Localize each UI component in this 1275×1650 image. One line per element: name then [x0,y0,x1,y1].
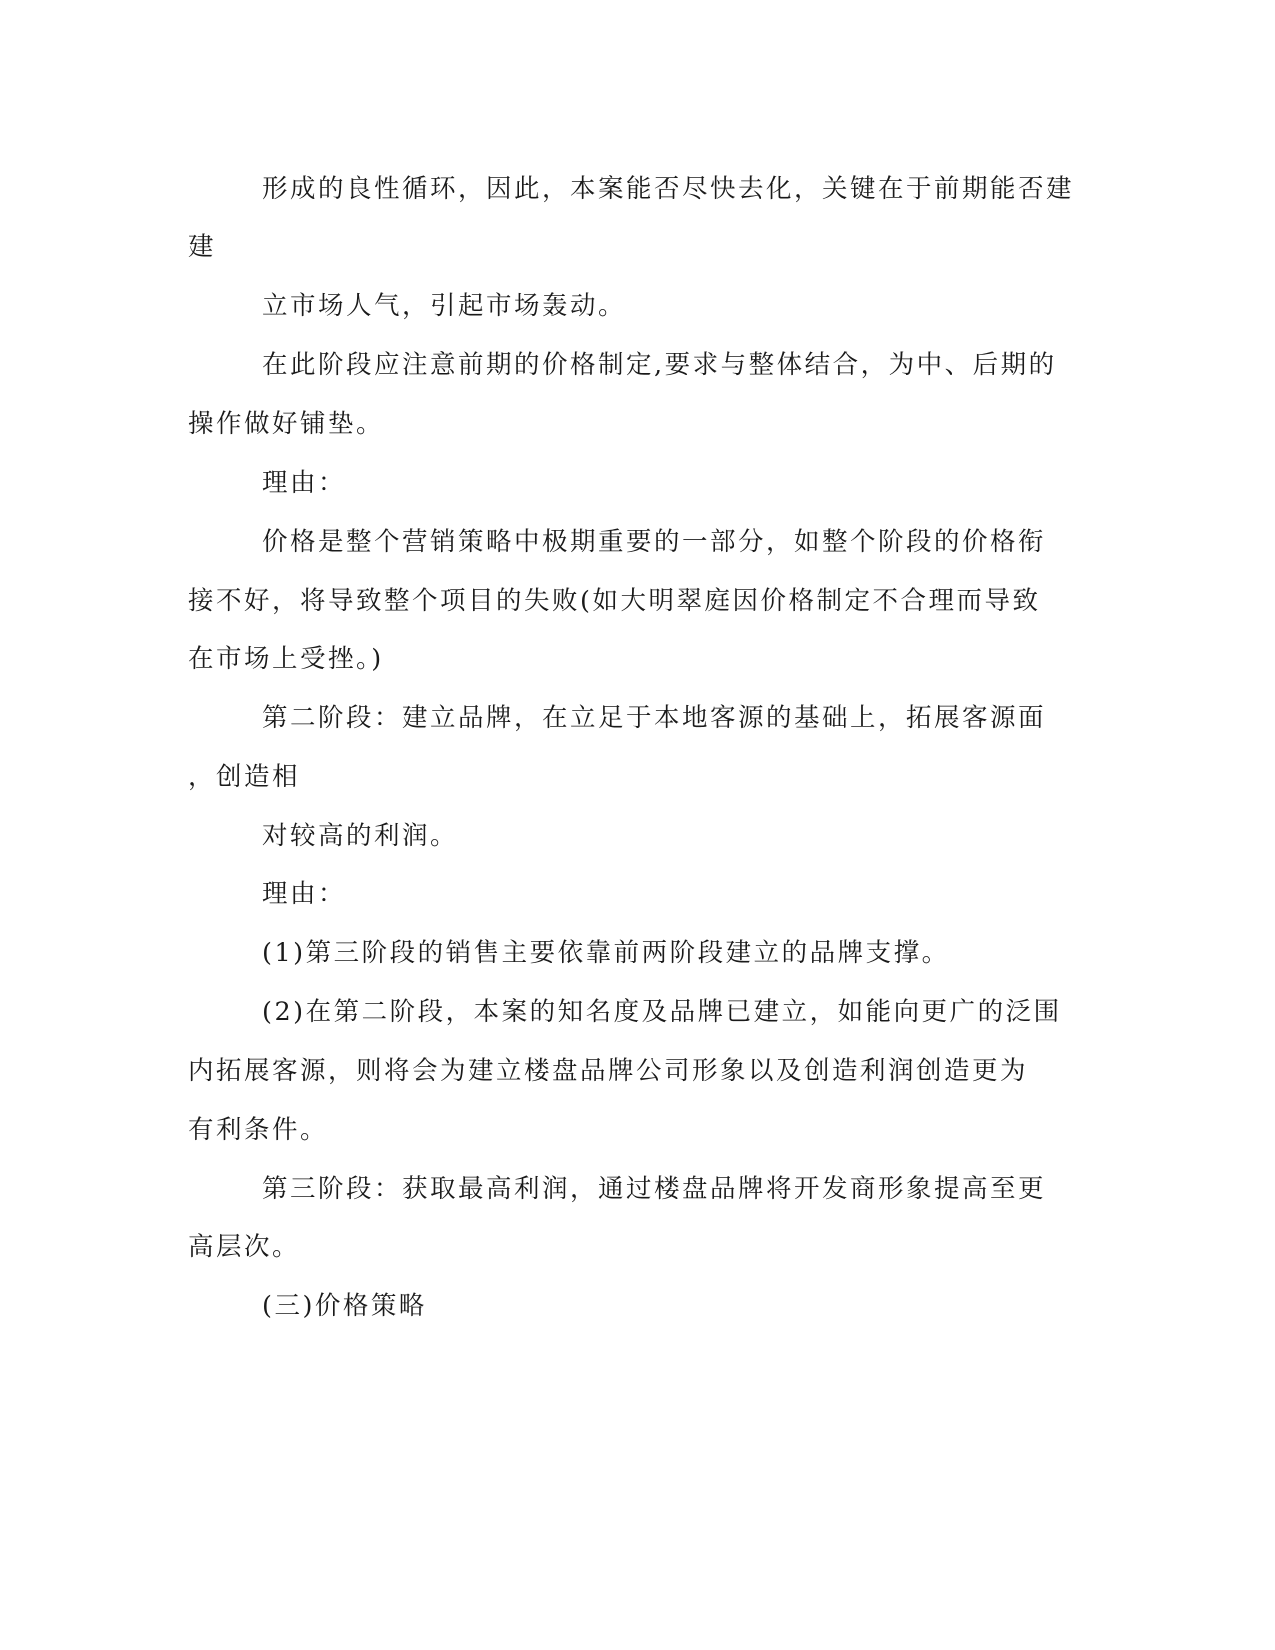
text-line: 在市场上受挫。) [188,644,384,674]
text-line: (2)在第二阶段，本案的知名度及品牌已建立，如能向更广的泛围 [262,997,1062,1027]
text-line: 内拓展客源，则将会为建立楼盘品牌公司形象以及创造利润创造更为 [188,1056,1029,1086]
text-line: 理由： [262,879,347,909]
text-line: 接不好，将导致整个项目的失败(如大明翠庭因价格制定不合理而导致 [188,586,1041,616]
text-line: (三)价格策略 [262,1291,427,1321]
text-line: 建 [188,232,217,262]
text-line: 立市场人气，引起市场轰动。 [262,291,627,321]
text-line: 第二阶段：建立品牌，在立足于本地客源的基础上，拓展客源面 [262,703,1047,733]
text-line: (1)第三阶段的销售主要依靠前两阶段建立的品牌支撑。 [262,938,950,968]
text-line: ，创造相 [188,762,301,792]
text-line: 高层次。 [188,1232,301,1262]
text-line: 价格是整个营销策略中极期重要的一部分，如整个阶段的价格衔 [262,527,1047,557]
text-line: 操作做好铺垫。 [188,409,385,439]
text-line: 对较高的利润。 [262,821,459,851]
text-line: 在此阶段应注意前期的价格制定,要求与整体结合，为中、后期的 [262,350,1057,380]
text-line: 理由： [262,468,347,498]
text-line: 第三阶段：获取最高利润，通过楼盘品牌将开发商形象提高至更 [262,1174,1047,1204]
text-line: 形成的良性循环，因此，本案能否尽快去化，关键在于前期能否建 [262,174,1075,204]
text-line: 有利条件。 [188,1115,329,1145]
